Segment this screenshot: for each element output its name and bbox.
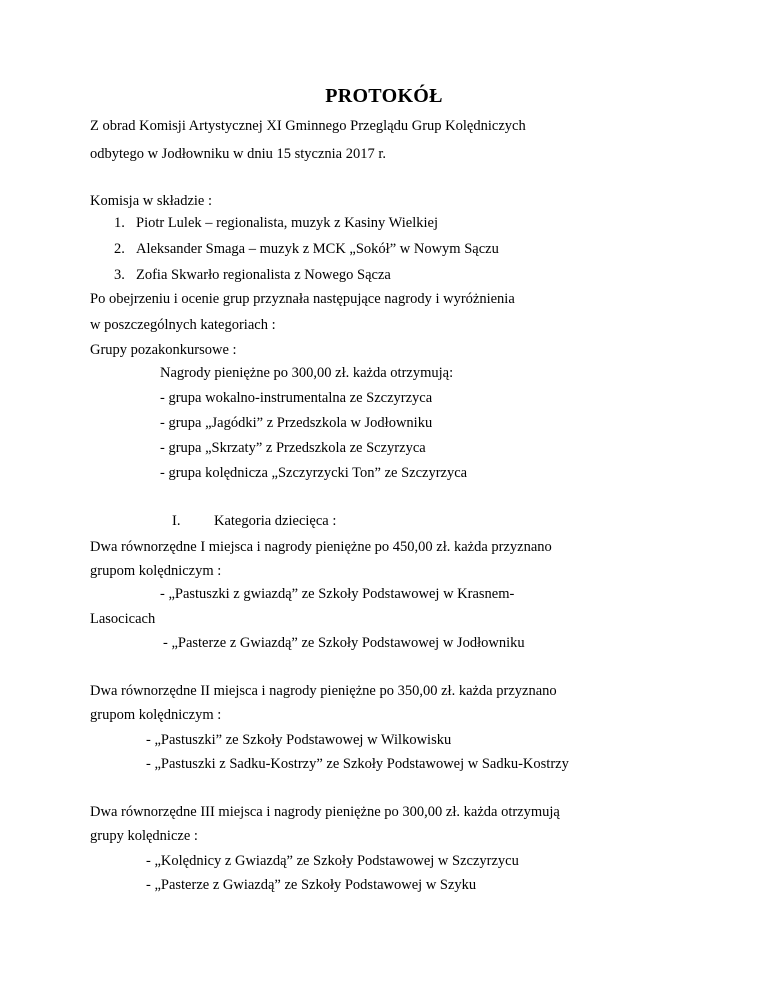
awards-intro-line-1: Po obejrzeniu i ocenie grup przyznała następujące nagrody i wyróżnienia: [90, 291, 515, 307]
list-item-continuation: Lasocicach: [90, 611, 156, 627]
awards-intro-line-2: w poszczególnych kategoriach :: [90, 317, 276, 333]
list-item: - grupa wokalno-instrumentalna ze Szczyrzyca: [160, 390, 433, 406]
member-text: Zofia Skwarło regionalista z Nowego Sącza: [136, 267, 391, 283]
list-item: - „Pastuszki” ze Szkoły Podstawowej w Wilkowisku: [146, 732, 452, 748]
committee-member-1: [114, 214, 438, 232]
category-name: Kategoria dziecięca :: [214, 513, 337, 529]
committee-member-2: [114, 240, 499, 258]
list-item: - „Pastuszki z gwiazdą” ze Szkoły Podstawowej w Krasnem-: [160, 586, 515, 602]
first-place-line-1: Dwa równorzędne I miejsca i nagrody pieniężne po 450,00 zł. każda przyznano: [90, 539, 552, 555]
out-of-competition-heading: Grupy pozakonkursowe :: [90, 342, 237, 358]
member-text: Aleksander Smaga – muzyk z MCK „Sokół” w Nowym Sączu: [136, 241, 499, 257]
second-place-line-1: Dwa równorzędne II miejsca i nagrody pieniężne po 350,00 zł. każda przyznano: [90, 683, 557, 699]
third-place-line-2: grupy kolędnicze :: [90, 828, 198, 844]
second-place-line-2: grupom kolędniczym :: [90, 707, 222, 723]
list-number: 2.: [114, 241, 125, 257]
list-item: - grupa kolędnicza „Szczyrzycki Ton” ze Szczyrzyca: [160, 465, 468, 481]
list-item: - „Pastuszki z Sadku-Kostrzy” ze Szkoły Podstawowej w Sadku-Kostrzy: [146, 756, 569, 772]
member-text: Piotr Lulek – regionalista, muzyk z Kasiny Wielkiej: [136, 215, 438, 231]
third-place-line-1: Dwa równorzędne III miejsca i nagrody pieniężne po 300,00 zł. każda otrzymują: [90, 804, 560, 820]
list-item: - „Pasterze z Gwiazdą” ze Szkoły Podstawowej w Jodłowniku: [163, 635, 525, 651]
intro-line-2: odbytego w Jodłowniku w dniu 15 stycznia 2017 r.: [90, 146, 387, 162]
category-heading: [172, 512, 336, 530]
list-item: - grupa „Jagódki” z Przedszkola w Jodłowniku: [160, 415, 433, 431]
out-of-competition-prize: Nagrody pieniężne po 300,00 zł. każda otrzymują:: [160, 365, 454, 381]
first-place-line-2: grupom kolędniczym :: [90, 563, 222, 579]
intro-line-1: Z obrad Komisji Artystycznej XI Gminnego Przeglądu Grup Kolędniczych: [90, 118, 526, 134]
list-item: - „Kolędnicy z Gwiazdą” ze Szkoły Podstawowej w Szczyrzycu: [146, 853, 519, 869]
committee-member-3: [114, 266, 391, 284]
category-numeral: I.: [172, 513, 181, 529]
list-number: 1.: [114, 215, 125, 231]
list-number: 3.: [114, 267, 125, 283]
list-item: - „Pasterze z Gwiazdą” ze Szkoły Podstawowej w Szyku: [146, 877, 477, 893]
list-item: - grupa „Skrzaty” z Przedszkola ze Sczyrzyca: [160, 440, 426, 456]
committee-heading: Komisja w składzie :: [90, 193, 213, 209]
document-title: PROTOKÓŁ: [325, 85, 443, 107]
